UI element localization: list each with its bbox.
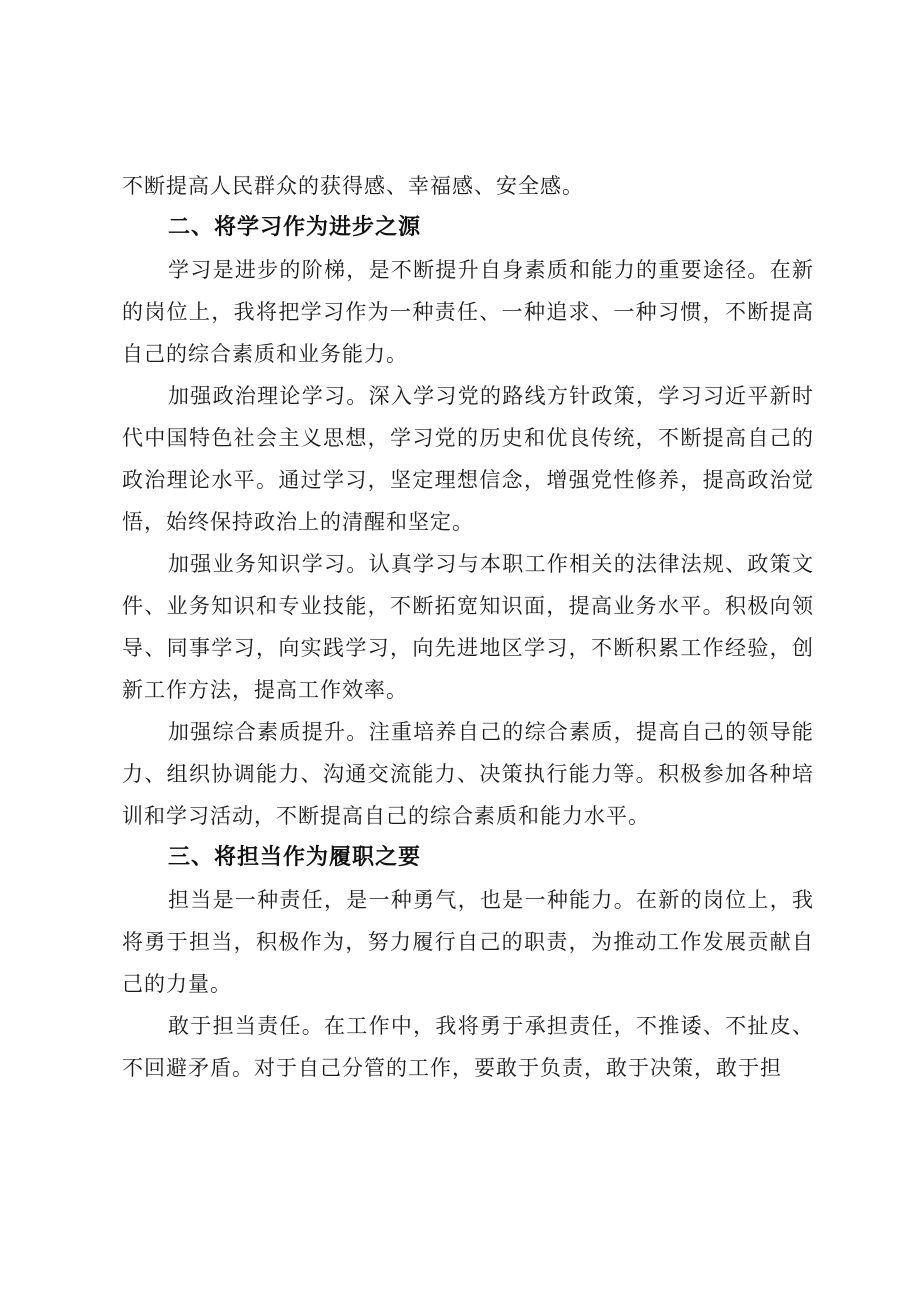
paragraph-responsibility-intro: 担当是一种责任，是一种勇气，也是一种能力。在新的岗位上，我将勇于担当，积极作为，努力履行自己的职责，为推动工作发展贡献自己的力量。: [122, 888, 814, 996]
section-heading-responsibility: 三、将担当作为履职之要: [168, 845, 422, 870]
paragraph-political-theory: 加强政治理论学习。深入学习党的路线方针政策，学习习近平新时代中国特色社会主义思想，学习党的历史和优良传统，不断提高自己的政治理论水平。通过学习，坚定理想信念，增强党性修养，提高政治觉悟，始终保持政治上的清醒和坚定。: [122, 384, 814, 534]
paragraph-learning-intro: 学习是进步的阶梯，是不断提升自身素质和能力的重要途径。在新的岗位上，我将把学习作为一种责任、一种追求、一种习惯，不断提高自己的综合素质和业务能力。: [122, 258, 814, 366]
paragraph-comprehensive-quality: 加强综合素质提升。注重培养自己的综合素质，提高自己的领导能力、组织协调能力、沟通交流能力、决策执行能力等。积极参加各种培训和学习活动，不断提高自己的综合素质和能力水平。: [122, 720, 814, 828]
section-heading-learning: 二、将学习作为进步之源: [168, 215, 422, 240]
continuation-paragraph: 不断提高人民群众的获得感、幸福感、安全感。: [122, 174, 584, 198]
document-body: [122, 165, 814, 1089]
paragraph-business-knowledge: 加强业务知识学习。认真学习与本职工作相关的法律法规、政策文件、业务知识和专业技能，不断拓宽知识面，提高业务水平。积极向领导、同事学习，向实践学习，向先进地区学习，不断积累工作经验，创新工作方法，提高工作效率。: [122, 552, 814, 702]
paragraph-take-responsibility: 敢于担当责任。在工作中，我将勇于承担责任，不推诿、不扯皮、不回避矛盾。对于自己分管的工作，要敢于负责，敢于决策，敢于担: [122, 1014, 814, 1080]
